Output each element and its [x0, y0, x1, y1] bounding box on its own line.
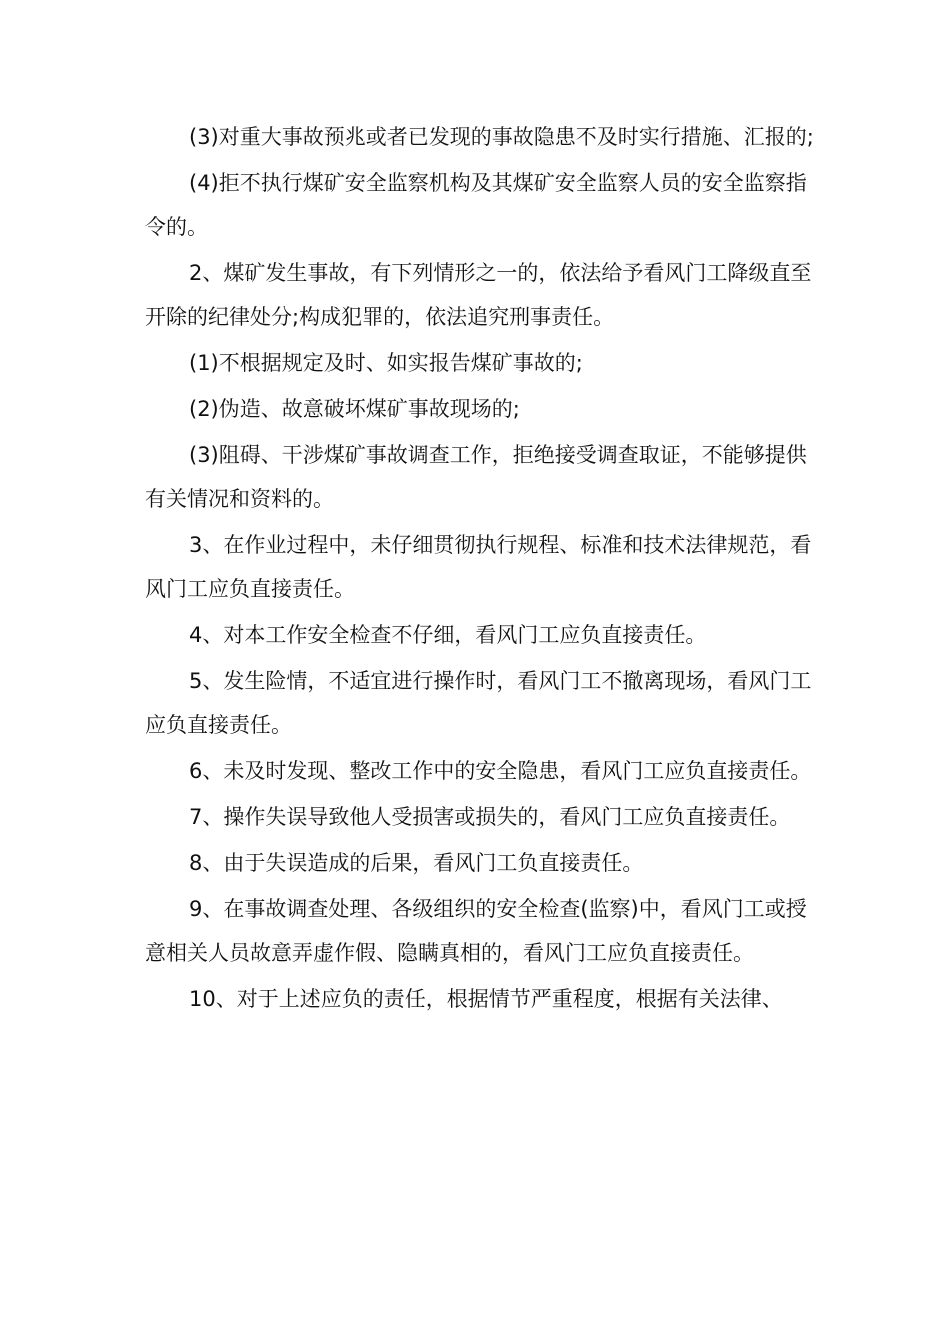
paragraph-section-5: 5、发生险情，不适宜进行操作时，看风门工不撤离现场，看风门工应负直接责任。 [145, 669, 812, 737]
paragraph-item-2-site-damage: (2)伪造、故意破坏煤矿事故现场的; [189, 397, 520, 421]
paragraph-section-2: 2、煤矿发生事故，有下列情形之一的，依法给予看风门工降级直至开除的纪律处分;构成犯罪的，依法追究刑事责任。 [145, 261, 812, 329]
document-body [145, 115, 825, 1023]
paragraph-section-8: 8、由于失误造成的后果，看风门工负直接责任。 [189, 851, 644, 875]
paragraph-item-1-accident-report: (1)不根据规定及时、如实报告煤矿事故的; [189, 351, 583, 375]
paragraph-section-9: 9、在事故调查处理、各级组织的安全检查(监察)中，看风门工或授意相关人员故意弄虚作假、隐瞒真相的，看风门工应负直接责任。 [145, 897, 807, 965]
paragraph-section-4: 4、对本工作安全检查不仔细，看风门工应负直接责任。 [189, 623, 707, 647]
paragraph-section-7: 7、操作失误导致他人受损害或损失的，看风门工应负直接责任。 [189, 805, 791, 829]
paragraph-section-6: 6、未及时发现、整改工作中的安全隐患，看风门工应负直接责任。 [189, 759, 812, 783]
paragraph-section-3: 3、在作业过程中，未仔细贯彻执行规程、标准和技术法律规范，看风门工应负直接责任。 [145, 533, 812, 601]
paragraph-item-3-report: (3)对重大事故预兆或者已发现的事故隐患不及时实行措施、汇报的; [189, 125, 814, 149]
paragraph-item-3-obstruction: (3)阻碍、干涉煤矿事故调查工作，拒绝接受调查取证，不能够提供有关情况和资料的。 [145, 443, 807, 511]
paragraph-section-10: 10、对于上述应负的责任，根据情节严重程度，根据有关法律、 [189, 987, 783, 1011]
paragraph-item-4-supervision: (4)拒不执行煤矿安全监察机构及其煤矿安全监察人员的安全监察指令的。 [145, 171, 807, 239]
